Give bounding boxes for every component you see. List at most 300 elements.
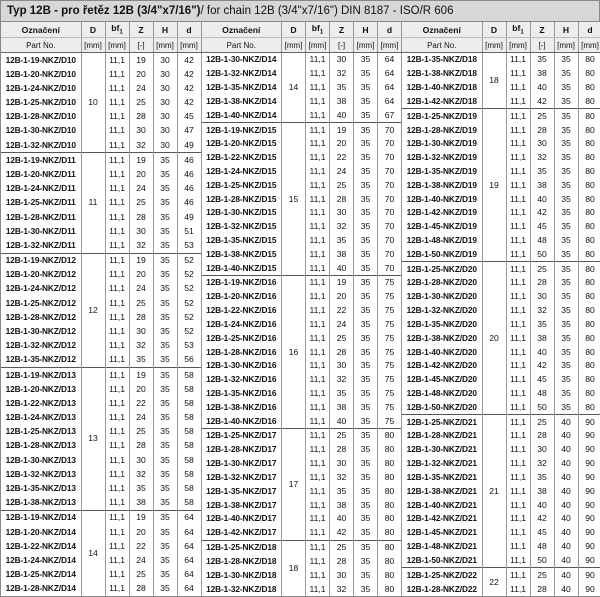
- hub-d: 42: [177, 81, 201, 95]
- teeth-z: 32: [530, 457, 554, 471]
- part-number: 12B-1-32-NKZ/D16: [202, 373, 282, 387]
- hub-d: 75: [378, 290, 402, 304]
- table-row: [1, 510, 201, 525]
- hub-d: 80: [378, 443, 402, 457]
- part-number: 12B-1-22-NKZ/D13: [1, 396, 81, 410]
- height-h: 35: [554, 94, 578, 108]
- group-diameter: 13: [81, 367, 105, 510]
- part-number: 12B-1-42-NKZ/D17: [202, 526, 282, 540]
- part-number: 12B-1-19-NKZ/D13: [1, 367, 81, 382]
- hub-d: 80: [578, 151, 600, 165]
- height-h: 35: [554, 247, 578, 261]
- col-header-dd: d: [378, 22, 402, 38]
- height-h: 40: [554, 526, 578, 540]
- hub-d: 80: [578, 206, 600, 220]
- unit-dd: [mm]: [378, 38, 402, 53]
- hub-d: 52: [177, 253, 201, 268]
- teeth-z: 38: [530, 484, 554, 498]
- height-h: 40: [554, 512, 578, 526]
- teeth-z: 28: [129, 439, 153, 453]
- height-h: 35: [354, 387, 378, 401]
- teeth-z: 24: [129, 81, 153, 95]
- hub-d: 80: [378, 429, 402, 443]
- units-row: [1, 38, 201, 53]
- teeth-z: 30: [530, 137, 554, 151]
- hub-d: 52: [177, 310, 201, 324]
- part-number: 12B-1-35-NKZ/D13: [1, 481, 81, 495]
- teeth-z: 28: [129, 310, 153, 324]
- hub-d: 64: [177, 510, 201, 525]
- hub-d: 90: [578, 470, 600, 484]
- hub-d: 80: [578, 331, 600, 345]
- width-bf: 11,1: [306, 220, 330, 234]
- hub-d: 70: [378, 234, 402, 248]
- height-h: 35: [354, 53, 378, 67]
- width-bf: 11,1: [105, 124, 129, 138]
- height-h: 35: [554, 220, 578, 234]
- width-bf: 11,1: [105, 282, 129, 296]
- height-h: 35: [554, 304, 578, 318]
- height-h: 40: [554, 540, 578, 554]
- height-h: 35: [554, 345, 578, 359]
- part-number: 12B-1-38-NKZ/D20: [402, 331, 482, 345]
- width-bf: 11,1: [306, 582, 330, 596]
- col-header-bf-sub: 1: [520, 29, 524, 36]
- height-h: 35: [354, 123, 378, 137]
- height-h: 40: [554, 582, 578, 596]
- height-h: 35: [354, 526, 378, 540]
- hub-d: 56: [177, 353, 201, 368]
- part-number: 12B-1-22-NKZ/D14: [1, 539, 81, 553]
- part-number: 12B-1-32-NKZ/D10: [1, 138, 81, 153]
- width-bf: 11,1: [306, 261, 330, 275]
- hub-d: 80: [578, 359, 600, 373]
- height-h: 35: [554, 400, 578, 414]
- height-h: 35: [354, 457, 378, 471]
- teeth-z: 35: [330, 234, 354, 248]
- teeth-z: 35: [530, 318, 554, 332]
- teeth-z: 35: [330, 387, 354, 401]
- hub-d: 70: [378, 247, 402, 261]
- width-bf: 11,1: [105, 525, 129, 539]
- width-bf: 11,1: [105, 567, 129, 581]
- part-number: 12B-1-28-NKZ/D19: [402, 123, 482, 137]
- hub-d: 80: [578, 165, 600, 179]
- group-diameter: 11: [81, 153, 105, 253]
- group-diameter: 20: [482, 262, 506, 415]
- width-bf: 11,1: [105, 539, 129, 553]
- parts-table-1: [1, 22, 202, 596]
- hub-d: 80: [378, 484, 402, 498]
- height-h: 35: [354, 512, 378, 526]
- hub-d: 80: [378, 470, 402, 484]
- teeth-z: 32: [330, 582, 354, 596]
- hub-d: 80: [578, 400, 600, 414]
- part-number: 12B-1-30-NKZ/D13: [1, 453, 81, 467]
- part-number: 12B-1-38-NKZ/D14: [202, 94, 282, 108]
- col-header-d: D: [282, 22, 306, 38]
- part-number: 12B-1-30-NKZ/D15: [202, 206, 282, 220]
- teeth-z: 35: [129, 481, 153, 495]
- height-h: 35: [354, 261, 378, 275]
- teeth-z: 35: [530, 470, 554, 484]
- part-number: 12B-1-40-NKZ/D19: [402, 192, 482, 206]
- col-header-bf: $bf_1$: [105, 22, 129, 38]
- teeth-z: 35: [530, 53, 554, 67]
- part-number: 12B-1-50-NKZ/D19: [402, 247, 482, 261]
- teeth-z: 30: [330, 457, 354, 471]
- col-header-bf: $bf_1$: [506, 22, 530, 38]
- hub-d: 90: [578, 429, 600, 443]
- width-bf: 11,1: [506, 359, 530, 373]
- hub-d: 47: [177, 124, 201, 138]
- width-bf: 11,1: [506, 81, 530, 95]
- width-bf: 11,1: [506, 568, 530, 582]
- width-bf: 11,1: [105, 153, 129, 168]
- width-bf: 11,1: [105, 167, 129, 181]
- height-h: 40: [554, 568, 578, 582]
- width-bf: 11,1: [105, 411, 129, 425]
- parts-table-2: [202, 22, 403, 596]
- width-bf: 11,1: [105, 238, 129, 253]
- height-h: 35: [153, 253, 177, 268]
- height-h: 35: [153, 582, 177, 596]
- height-h: 30: [153, 67, 177, 81]
- teeth-z: 32: [530, 151, 554, 165]
- hub-d: 80: [578, 94, 600, 108]
- part-number: 12B-1-48-NKZ/D19: [402, 234, 482, 248]
- width-bf: 11,1: [306, 81, 330, 95]
- teeth-z: 22: [129, 539, 153, 553]
- part-number: 12B-1-40-NKZ/D16: [202, 414, 282, 428]
- teeth-z: 25: [129, 296, 153, 310]
- width-bf: 11,1: [306, 206, 330, 220]
- part-number: 12B-1-40-NKZ/D21: [402, 498, 482, 512]
- part-number: 12B-1-24-NKZ/D16: [202, 318, 282, 332]
- hub-d: 80: [578, 192, 600, 206]
- part-number: 12B-1-20-NKZ/D12: [1, 268, 81, 282]
- height-h: 35: [153, 196, 177, 210]
- width-bf: 11,1: [306, 108, 330, 122]
- hub-d: 46: [177, 167, 201, 181]
- col-header-h: H: [153, 22, 177, 38]
- width-bf: 11,1: [506, 67, 530, 81]
- col-header-h: H: [354, 22, 378, 38]
- part-number: 12B-1-42-NKZ/D21: [402, 512, 482, 526]
- width-bf: 11,1: [506, 178, 530, 192]
- part-number: 12B-1-28-NKZ/D22: [402, 582, 482, 596]
- teeth-z: 30: [530, 443, 554, 457]
- teeth-z: 28: [129, 210, 153, 224]
- width-bf: 11,1: [306, 276, 330, 290]
- teeth-z: 30: [129, 453, 153, 467]
- height-h: 35: [153, 567, 177, 581]
- teeth-z: 42: [530, 206, 554, 220]
- height-h: 35: [153, 167, 177, 181]
- hub-d: 75: [378, 414, 402, 428]
- hub-d: 75: [378, 318, 402, 332]
- width-bf: 11,1: [506, 165, 530, 179]
- part-number: 12B-1-30-NKZ/D14: [202, 53, 282, 67]
- part-number: 12B-1-42-NKZ/D20: [402, 359, 482, 373]
- width-bf: 11,1: [506, 484, 530, 498]
- hub-d: 80: [578, 220, 600, 234]
- width-bf: 11,1: [306, 414, 330, 428]
- teeth-z: 42: [530, 94, 554, 108]
- teeth-z: 20: [129, 525, 153, 539]
- teeth-z: 20: [129, 167, 153, 181]
- height-h: 35: [554, 123, 578, 137]
- width-bf: 11,1: [306, 429, 330, 443]
- teeth-z: 35: [129, 353, 153, 368]
- part-number: 12B-1-35-NKZ/D17: [202, 484, 282, 498]
- width-bf: 11,1: [105, 196, 129, 210]
- hub-d: 51: [177, 224, 201, 238]
- part-number: 12B-1-25-NKZ/D16: [202, 331, 282, 345]
- unit-bf: [mm]: [105, 38, 129, 53]
- part-number: 12B-1-40-NKZ/D15: [202, 261, 282, 275]
- hub-d: 80: [578, 81, 600, 95]
- part-number: 12B-1-32-NKZ/D21: [402, 457, 482, 471]
- teeth-z: 28: [530, 123, 554, 137]
- height-h: 35: [354, 234, 378, 248]
- teeth-z: 20: [330, 290, 354, 304]
- part-number: 12B-1-19-NKZ/D14: [1, 510, 81, 525]
- group-diameter: 16: [282, 276, 306, 429]
- height-h: 35: [153, 238, 177, 253]
- width-bf: 11,1: [105, 253, 129, 268]
- group-diameter: 15: [282, 123, 306, 276]
- unit-bf: [mm]: [506, 38, 530, 53]
- table-row: [402, 415, 600, 429]
- col-header-oznaceni: Označení: [402, 22, 482, 38]
- height-h: 35: [153, 382, 177, 396]
- table-row: [202, 276, 402, 290]
- width-bf: 11,1: [105, 224, 129, 238]
- width-bf: 11,1: [506, 109, 530, 123]
- unit-d: [mm]: [81, 38, 105, 53]
- width-bf: 11,1: [306, 512, 330, 526]
- height-h: 35: [354, 318, 378, 332]
- height-h: 35: [354, 276, 378, 290]
- width-bf: 11,1: [306, 498, 330, 512]
- width-bf: 11,1: [506, 290, 530, 304]
- hub-d: 80: [578, 318, 600, 332]
- unit-z: [-]: [530, 38, 554, 53]
- hub-d: 90: [578, 540, 600, 554]
- part-number: 12B-1-25-NKZ/D22: [402, 568, 482, 582]
- table-row: [1, 53, 201, 68]
- hub-d: 58: [177, 453, 201, 467]
- hub-d: 75: [378, 304, 402, 318]
- teeth-z: 45: [530, 526, 554, 540]
- teeth-z: 25: [530, 262, 554, 276]
- header-row: [1, 22, 201, 38]
- unit-h: [mm]: [354, 38, 378, 53]
- part-number: 12B-1-30-NKZ/D16: [202, 359, 282, 373]
- height-h: 35: [354, 414, 378, 428]
- table-row: [1, 253, 201, 268]
- part-number: 12B-1-22-NKZ/D16: [202, 304, 282, 318]
- height-h: 35: [354, 67, 378, 81]
- teeth-z: 28: [530, 582, 554, 596]
- teeth-z: 25: [330, 429, 354, 443]
- hub-d: 58: [177, 439, 201, 453]
- height-h: 35: [354, 484, 378, 498]
- hub-d: 58: [177, 396, 201, 410]
- height-h: 35: [554, 137, 578, 151]
- teeth-z: 24: [129, 553, 153, 567]
- hub-d: 80: [578, 137, 600, 151]
- part-number: 12B-1-40-NKZ/D14: [202, 108, 282, 122]
- hub-d: 90: [578, 498, 600, 512]
- width-bf: 11,1: [105, 510, 129, 525]
- hub-d: 80: [578, 262, 600, 276]
- col-header-d: D: [81, 22, 105, 38]
- teeth-z: 38: [330, 247, 354, 261]
- part-number: 12B-1-45-NKZ/D19: [402, 220, 482, 234]
- teeth-z: 48: [530, 540, 554, 554]
- teeth-z: 25: [129, 96, 153, 110]
- table-row: [202, 429, 402, 443]
- width-bf: 11,1: [506, 262, 530, 276]
- hub-d: 58: [177, 481, 201, 495]
- width-bf: 11,1: [105, 582, 129, 596]
- part-number: 12B-1-24-NKZ/D10: [1, 81, 81, 95]
- width-bf: 11,1: [306, 331, 330, 345]
- teeth-z: 32: [330, 67, 354, 81]
- part-number: 12B-1-38-NKZ/D15: [202, 247, 282, 261]
- height-h: 30: [153, 110, 177, 124]
- teeth-z: 45: [530, 220, 554, 234]
- teeth-z: 50: [530, 247, 554, 261]
- teeth-z: 20: [129, 67, 153, 81]
- width-bf: 11,1: [506, 94, 530, 108]
- unit-dd: [mm]: [177, 38, 201, 53]
- part-number: 12B-1-40-NKZ/D20: [402, 345, 482, 359]
- teeth-z: 40: [530, 498, 554, 512]
- width-bf: 11,1: [105, 367, 129, 382]
- teeth-z: 25: [129, 196, 153, 210]
- height-h: 30: [153, 53, 177, 68]
- height-h: 30: [153, 124, 177, 138]
- unit-z: [-]: [129, 38, 153, 53]
- height-h: 35: [153, 210, 177, 224]
- teeth-z: 38: [530, 67, 554, 81]
- height-h: 35: [354, 568, 378, 582]
- width-bf: 11,1: [306, 165, 330, 179]
- hub-d: 49: [177, 138, 201, 153]
- height-h: 30: [153, 96, 177, 110]
- col-header-part-no: Part No.: [1, 38, 81, 53]
- part-number: 12B-1-50-NKZ/D20: [402, 400, 482, 414]
- teeth-z: 35: [330, 484, 354, 498]
- width-bf: 11,1: [105, 182, 129, 196]
- hub-d: 80: [578, 67, 600, 81]
- col-header-bf-sub: 1: [319, 29, 324, 36]
- hub-d: 58: [177, 425, 201, 439]
- teeth-z: 30: [330, 568, 354, 582]
- height-h: 35: [354, 206, 378, 220]
- height-h: 35: [354, 108, 378, 122]
- part-number: 12B-1-32-NKZ/D14: [202, 67, 282, 81]
- hub-d: 90: [578, 415, 600, 429]
- height-h: 35: [153, 539, 177, 553]
- teeth-z: 19: [129, 367, 153, 382]
- width-bf: 11,1: [105, 339, 129, 353]
- height-h: 35: [153, 411, 177, 425]
- header-row: [402, 22, 600, 38]
- group-diameter: 19: [482, 109, 506, 262]
- unit-dd: [mm]: [578, 38, 600, 53]
- hub-d: 80: [378, 540, 402, 554]
- width-bf: 11,1: [506, 582, 530, 596]
- part-number: 12B-1-32-NKZ/D13: [1, 467, 81, 481]
- height-h: 40: [554, 415, 578, 429]
- height-h: 35: [354, 498, 378, 512]
- teeth-z: 20: [330, 137, 354, 151]
- part-number: 12B-1-48-NKZ/D20: [402, 387, 482, 401]
- hub-d: 80: [578, 234, 600, 248]
- width-bf: 11,1: [105, 396, 129, 410]
- teeth-z: 30: [530, 290, 554, 304]
- width-bf: 11,1: [306, 137, 330, 151]
- hub-d: 45: [177, 110, 201, 124]
- part-number: 12B-1-20-NKZ/D15: [202, 137, 282, 151]
- height-h: 35: [554, 151, 578, 165]
- teeth-z: 40: [330, 414, 354, 428]
- width-bf: 11,1: [306, 123, 330, 137]
- hub-d: 67: [378, 108, 402, 122]
- teeth-z: 30: [330, 206, 354, 220]
- unit-z: [-]: [330, 38, 354, 53]
- part-number: 12B-1-32-NKZ/D19: [402, 151, 482, 165]
- part-number: 12B-1-42-NKZ/D18: [402, 94, 482, 108]
- teeth-z: 24: [129, 411, 153, 425]
- hub-d: 75: [378, 345, 402, 359]
- part-number: 12B-1-24-NKZ/D11: [1, 182, 81, 196]
- teeth-z: 25: [330, 178, 354, 192]
- teeth-z: 42: [330, 526, 354, 540]
- teeth-z: 25: [530, 568, 554, 582]
- col-header-oznaceni: Označení: [1, 22, 81, 38]
- teeth-z: 28: [330, 345, 354, 359]
- part-number: 12B-1-22-NKZ/D15: [202, 151, 282, 165]
- teeth-z: 28: [330, 192, 354, 206]
- height-h: 35: [354, 359, 378, 373]
- hub-d: 52: [177, 324, 201, 338]
- teeth-z: 28: [330, 443, 354, 457]
- part-number: 12B-1-30-NKZ/D10: [1, 124, 81, 138]
- part-number: 12B-1-45-NKZ/D20: [402, 373, 482, 387]
- width-bf: 11,1: [306, 470, 330, 484]
- teeth-z: 25: [530, 415, 554, 429]
- hub-d: 64: [177, 553, 201, 567]
- part-number: 12B-1-25-NKZ/D12: [1, 296, 81, 310]
- height-h: 35: [153, 310, 177, 324]
- width-bf: 11,1: [105, 53, 129, 68]
- width-bf: 11,1: [306, 554, 330, 568]
- height-h: 35: [153, 353, 177, 368]
- height-h: 35: [354, 137, 378, 151]
- hub-d: 46: [177, 196, 201, 210]
- width-bf: 11,1: [306, 387, 330, 401]
- teeth-z: 40: [530, 81, 554, 95]
- part-number: 12B-1-28-NKZ/D14: [1, 582, 81, 596]
- height-h: 35: [153, 324, 177, 338]
- height-h: 35: [153, 182, 177, 196]
- teeth-z: 30: [129, 124, 153, 138]
